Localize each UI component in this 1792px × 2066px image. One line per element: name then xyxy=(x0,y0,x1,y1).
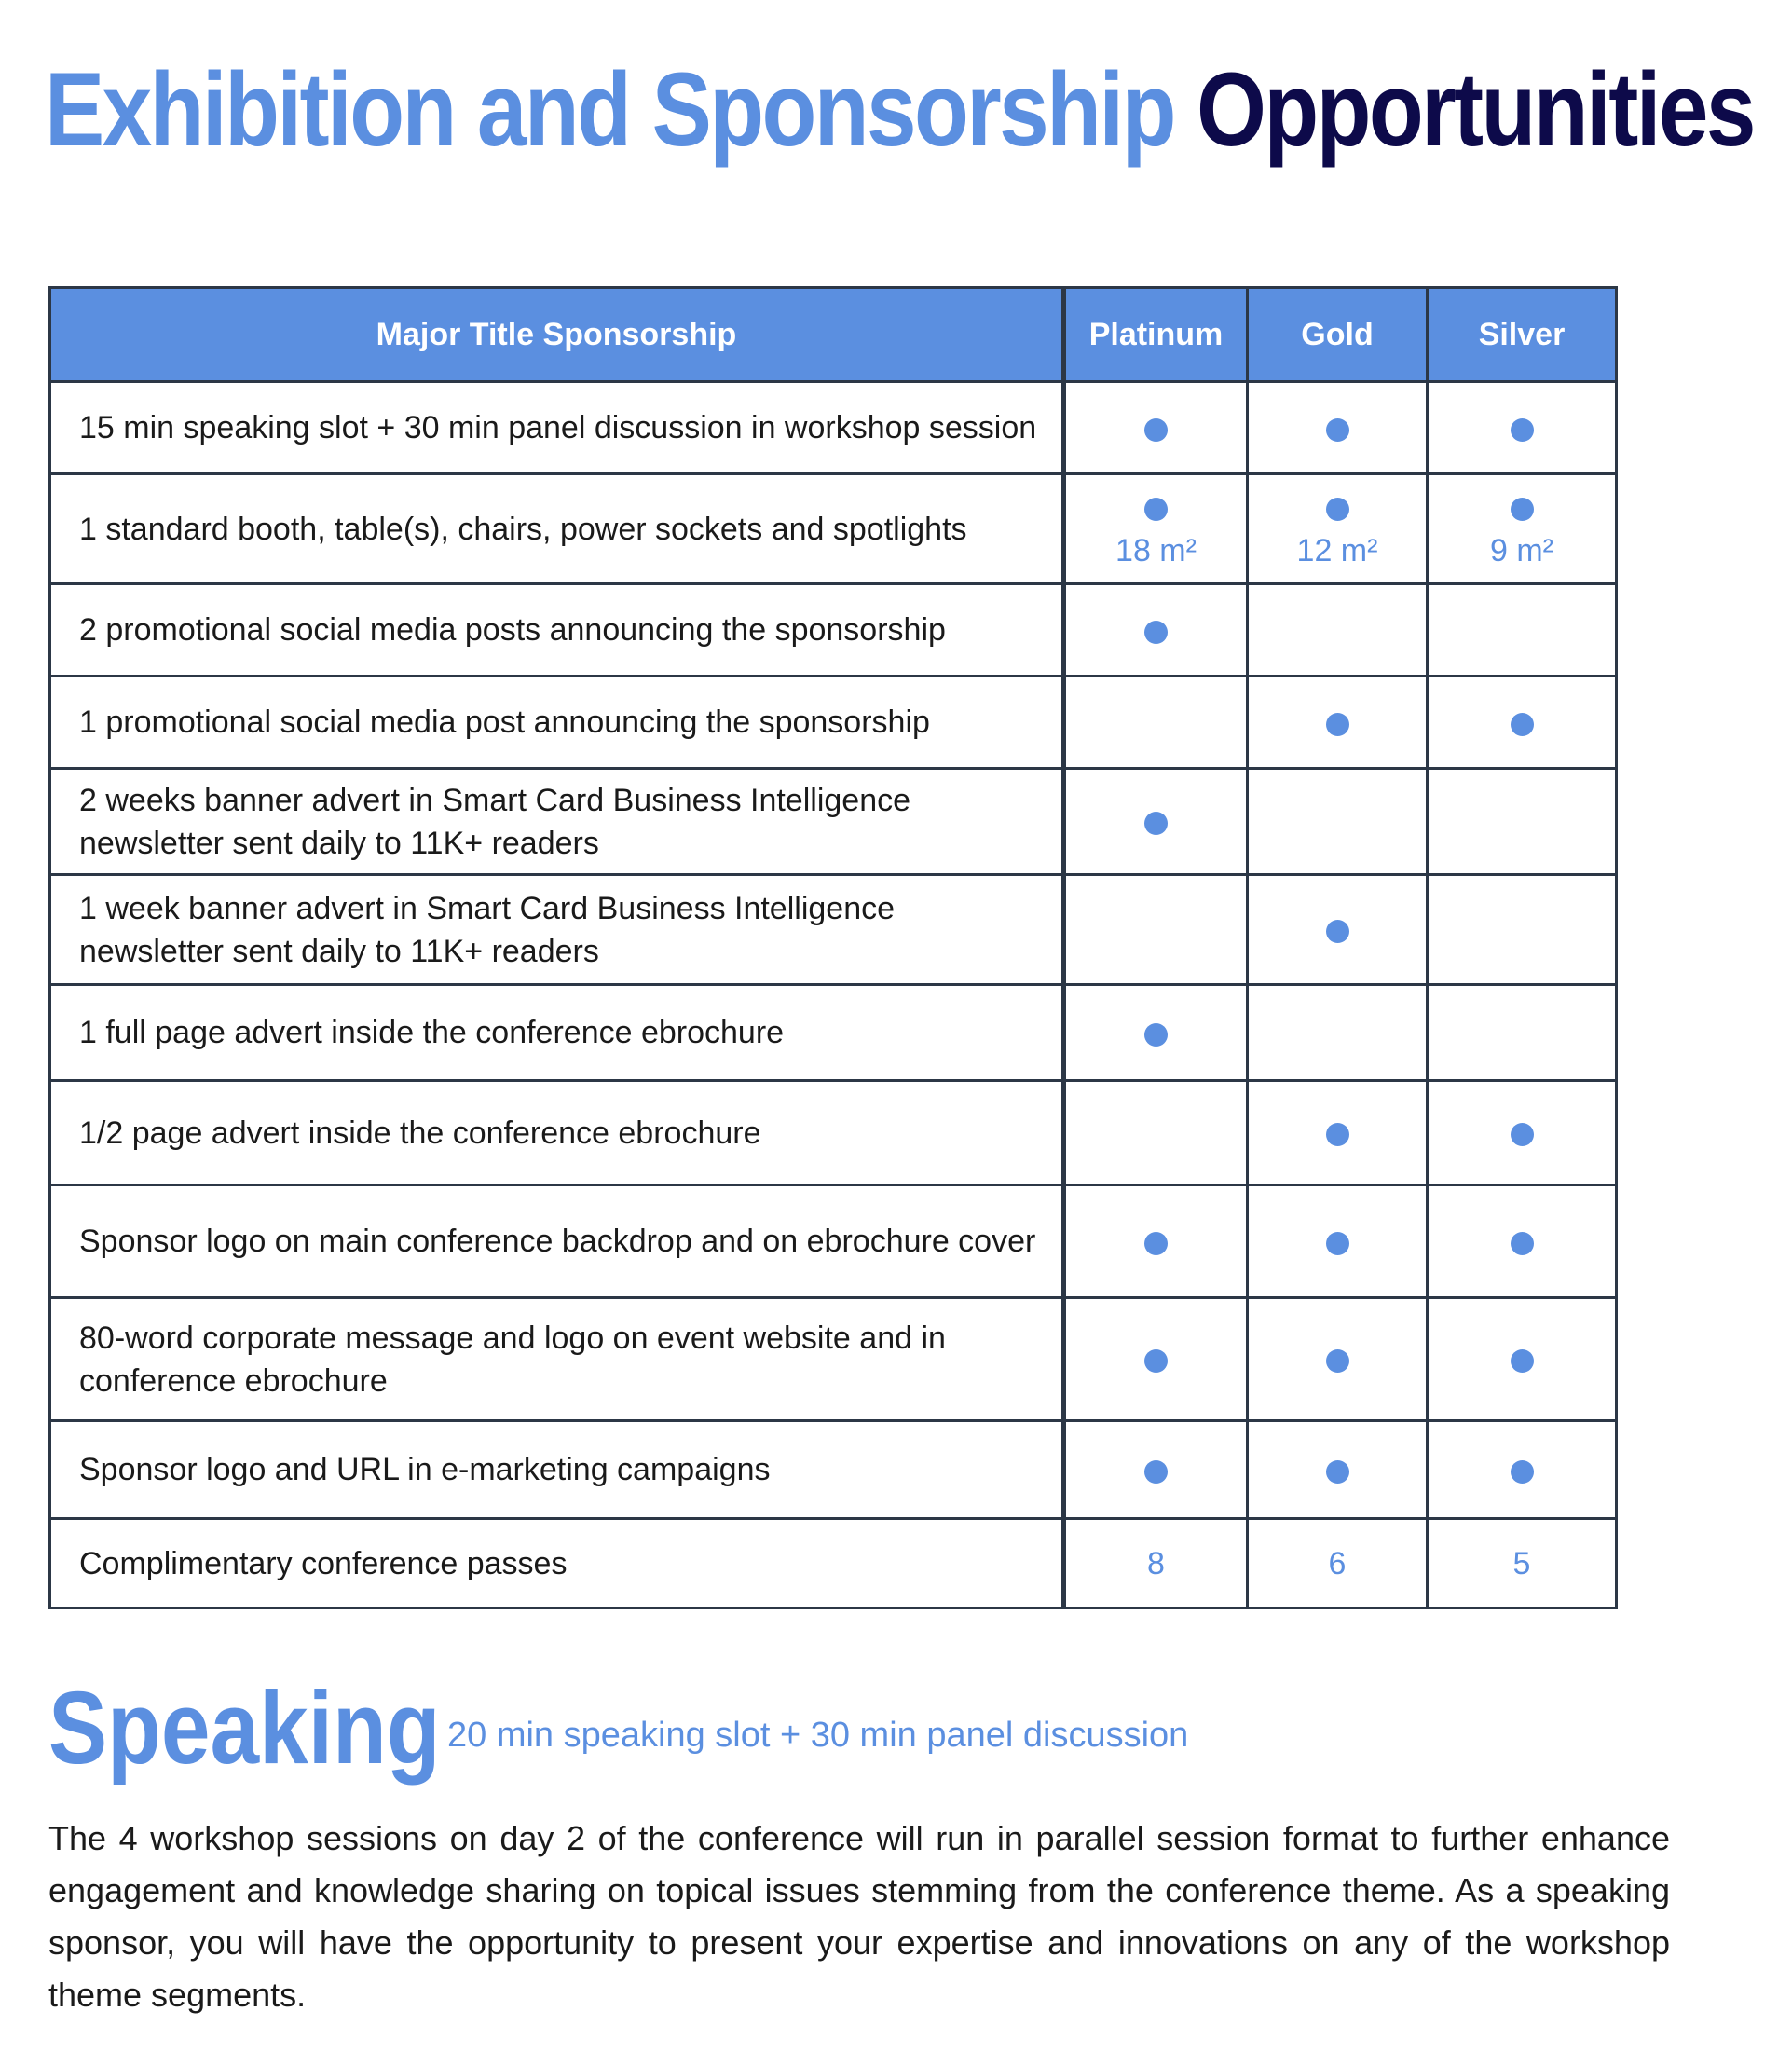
included-dot-icon xyxy=(1326,713,1349,736)
pass-count: 6 xyxy=(1328,1545,1347,1581)
table-row xyxy=(50,584,1617,677)
cell-silver xyxy=(1428,875,1617,985)
table-row xyxy=(50,382,1617,474)
cell-gold xyxy=(1248,1081,1428,1185)
cell-platinum xyxy=(1064,1421,1248,1519)
included-dot-icon xyxy=(1144,1460,1168,1484)
table-row xyxy=(50,1519,1617,1608)
header-platinum: Platinum xyxy=(1064,288,1248,382)
benefit-label: Sponsor logo on main conference backdrop and on ebrochure cover xyxy=(50,1185,1064,1298)
cell-gold xyxy=(1248,474,1428,584)
cell-silver xyxy=(1428,769,1617,875)
benefit-label: Sponsor logo and URL in e-marketing campaigns xyxy=(50,1421,1064,1519)
included-dot-icon xyxy=(1144,498,1168,521)
included-dot-icon xyxy=(1511,1232,1534,1255)
included-dot-icon xyxy=(1144,1023,1168,1047)
pass-count: 5 xyxy=(1512,1545,1531,1581)
included-dot-icon xyxy=(1144,418,1168,442)
speaking-title: Speaking xyxy=(48,1671,441,1786)
table-row xyxy=(50,769,1617,875)
cell-gold xyxy=(1248,769,1428,875)
cell-platinum xyxy=(1064,1081,1248,1185)
included-dot-icon xyxy=(1511,1460,1534,1484)
benefit-label: 15 min speaking slot + 30 min panel discussion in workshop session xyxy=(50,382,1064,474)
cell-silver xyxy=(1428,1421,1617,1519)
header-gold: Gold xyxy=(1248,288,1428,382)
benefit-label: 1/2 page advert inside the conference ebrochure xyxy=(50,1081,1064,1185)
cell-platinum xyxy=(1064,769,1248,875)
cell-platinum xyxy=(1064,1185,1248,1298)
page-title-highlight: Exhibition and Sponsorship xyxy=(45,51,1174,168)
table-row xyxy=(50,1421,1617,1519)
cell-silver xyxy=(1428,1298,1617,1421)
benefit-label: 1 standard booth, table(s), chairs, power sockets and spotlights xyxy=(50,474,1064,584)
header-silver: Silver xyxy=(1428,288,1617,382)
cell-silver xyxy=(1428,1081,1617,1185)
cell-platinum xyxy=(1064,985,1248,1081)
cell-platinum xyxy=(1064,584,1248,677)
included-dot-icon xyxy=(1326,1232,1349,1255)
cell-silver xyxy=(1428,1519,1617,1608)
included-dot-icon xyxy=(1144,1232,1168,1255)
cell-gold xyxy=(1248,584,1428,677)
included-dot-icon xyxy=(1511,1123,1534,1146)
benefit-label: Complimentary conference passes xyxy=(50,1519,1064,1608)
table-header-row xyxy=(50,288,1617,382)
cell-silver xyxy=(1428,382,1617,474)
table-row xyxy=(50,1081,1617,1185)
cell-platinum xyxy=(1064,677,1248,769)
page-title-dark: Opportunities xyxy=(1197,51,1754,168)
table-body xyxy=(50,382,1617,1608)
table-row xyxy=(50,1185,1617,1298)
benefit-label: 80-word corporate message and logo on event website and in conference ebrochure xyxy=(50,1298,1064,1421)
included-dot-icon xyxy=(1144,1349,1168,1373)
table-row xyxy=(50,677,1617,769)
benefit-label: 2 promotional social media posts announcing the sponsorship xyxy=(50,584,1064,677)
included-dot-icon xyxy=(1511,1349,1534,1373)
benefit-label: 1 full page advert inside the conference ebrochure xyxy=(50,985,1064,1081)
included-dot-icon xyxy=(1326,498,1349,521)
booth-size: 9 m² xyxy=(1490,532,1553,568)
included-dot-icon xyxy=(1511,418,1534,442)
table-row xyxy=(50,474,1617,584)
cell-gold xyxy=(1248,382,1428,474)
table-row xyxy=(50,985,1617,1081)
speaking-subtitle: 20 min speaking slot + 30 min panel discussion xyxy=(447,1716,1189,1755)
cell-silver xyxy=(1428,474,1617,584)
cell-silver xyxy=(1428,677,1617,769)
cell-platinum xyxy=(1064,382,1248,474)
cell-platinum xyxy=(1064,875,1248,985)
speaking-description: The 4 workshop sessions on day 2 of the conference will run in parallel session format to further enhance engagement and knowledge sharing on topical issues stemming from the conference theme. As a speaking sponsor, you will have the opportunity to present your expertise and innovations on any of the workshop theme segments. xyxy=(48,1819,1670,2014)
included-dot-icon xyxy=(1511,498,1534,521)
cell-gold xyxy=(1248,1298,1428,1421)
cell-gold xyxy=(1248,1421,1428,1519)
cell-gold xyxy=(1248,677,1428,769)
table-row xyxy=(50,1298,1617,1421)
included-dot-icon xyxy=(1326,418,1349,442)
cell-gold xyxy=(1248,875,1428,985)
cell-gold xyxy=(1248,985,1428,1081)
included-dot-icon xyxy=(1326,1460,1349,1484)
cell-platinum xyxy=(1064,1519,1248,1608)
cell-silver xyxy=(1428,985,1617,1081)
benefit-label: 1 promotional social media post announcing the sponsorship xyxy=(50,677,1064,769)
cell-silver xyxy=(1428,584,1617,677)
benefit-label: 2 weeks banner advert in Smart Card Business Intelligence newsletter sent daily to 11K+ readers xyxy=(50,769,1064,875)
cell-gold xyxy=(1248,1185,1428,1298)
sponsorship-table xyxy=(48,286,1618,1609)
included-dot-icon xyxy=(1326,1123,1349,1146)
included-dot-icon xyxy=(1326,920,1349,943)
included-dot-icon xyxy=(1326,1349,1349,1373)
booth-size: 12 m² xyxy=(1296,532,1378,568)
cell-silver xyxy=(1428,1185,1617,1298)
included-dot-icon xyxy=(1144,621,1168,644)
included-dot-icon xyxy=(1144,812,1168,835)
table-row xyxy=(50,875,1617,985)
pass-count: 8 xyxy=(1147,1545,1165,1581)
included-dot-icon xyxy=(1511,713,1534,736)
cell-gold xyxy=(1248,1519,1428,1608)
cell-platinum xyxy=(1064,474,1248,584)
benefit-label: 1 week banner advert in Smart Card Business Intelligence newsletter sent daily to 11K+ readers xyxy=(50,875,1064,985)
header-benefit: Major Title Sponsorship xyxy=(50,288,1064,382)
cell-platinum xyxy=(1064,1298,1248,1421)
booth-size: 18 m² xyxy=(1115,532,1197,568)
page-title xyxy=(45,45,1754,175)
